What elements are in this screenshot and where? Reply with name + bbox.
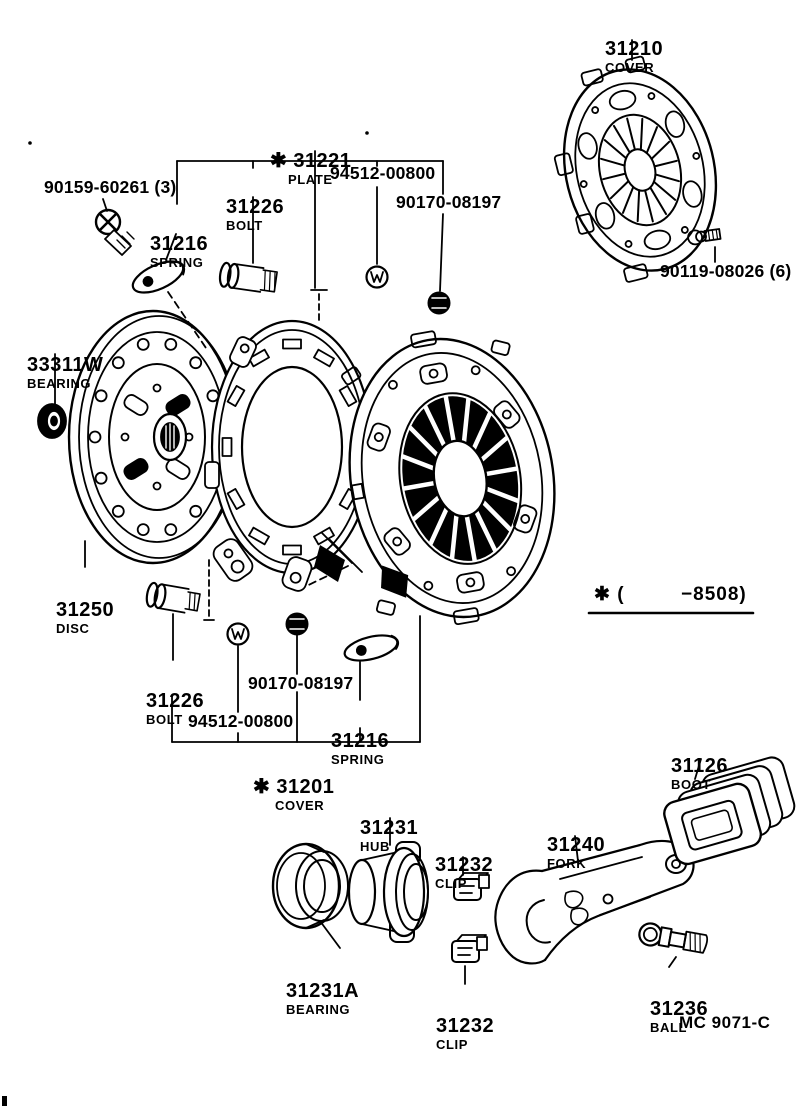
label-31232-clip-upper: 31232 CLIP: [435, 854, 494, 891]
nut-top-drawing: [429, 293, 450, 314]
applicability-note: ✱ ( −8508): [594, 584, 747, 605]
label-31231-hub: 31231 HUB: [360, 817, 419, 854]
nut-bottom-drawing: [287, 614, 308, 635]
label-31216-spring-top: 31216 SPRING: [150, 233, 209, 270]
bolt-bottom-drawing: [145, 582, 200, 615]
label-31226-bolt-top: 31226 BOLT: [226, 196, 285, 233]
label-33311W-bearing: 33311W BEARING: [27, 354, 104, 391]
label-31240-fork: 31240 FORK: [547, 834, 606, 871]
label-31226-bolt-bottom: 31226 BOLT: [146, 690, 205, 727]
label-31201-cover-assy: ✱ 31201 COVER: [253, 776, 335, 813]
label-31231A-bearing: 31231A BEARING: [286, 980, 360, 1017]
ball-stud-drawing: [638, 922, 709, 955]
washer-bottom-drawing: [228, 624, 249, 645]
label-31250-disc: 31250 DISC: [56, 599, 115, 636]
label-31126-boot: 31126 BOOT: [671, 755, 729, 792]
label-90170-08197-top: 90170-08197: [396, 192, 502, 212]
label-90119-08026: 90119-08026 (6): [660, 261, 792, 281]
figure-code: MC 9071-C: [679, 1013, 771, 1032]
label-94512-00800-top: 94512-00800: [330, 163, 436, 183]
label-31232-clip-lower: 31232 CLIP: [436, 1015, 495, 1052]
washer-top-drawing: [367, 267, 388, 288]
label-90170-08197-bottom: 90170-08197: [248, 673, 354, 693]
label-31210-cover: 31210 COVER: [605, 38, 664, 75]
label-31236-ball: 31236 BALL: [650, 998, 709, 1035]
label-31216-spring-bottom: 31216 SPRING: [331, 730, 390, 767]
intermediate-plate-drawing: [205, 321, 372, 593]
label-31221-plate: ✱ 31221 PLATE: [270, 150, 352, 187]
pressure-plate-cover-drawing: [327, 315, 577, 639]
clip-lower-drawing: [452, 935, 487, 962]
spring-bottom-drawing: [342, 631, 400, 666]
release-bearing-drawing: [273, 844, 348, 928]
bolt-top-drawing: [219, 262, 278, 294]
label-94512-00800-bottom: 94512-00800: [188, 711, 294, 731]
label-90159-60261: 90159-60261 (3): [44, 177, 177, 197]
screw-drawing: [96, 210, 134, 255]
